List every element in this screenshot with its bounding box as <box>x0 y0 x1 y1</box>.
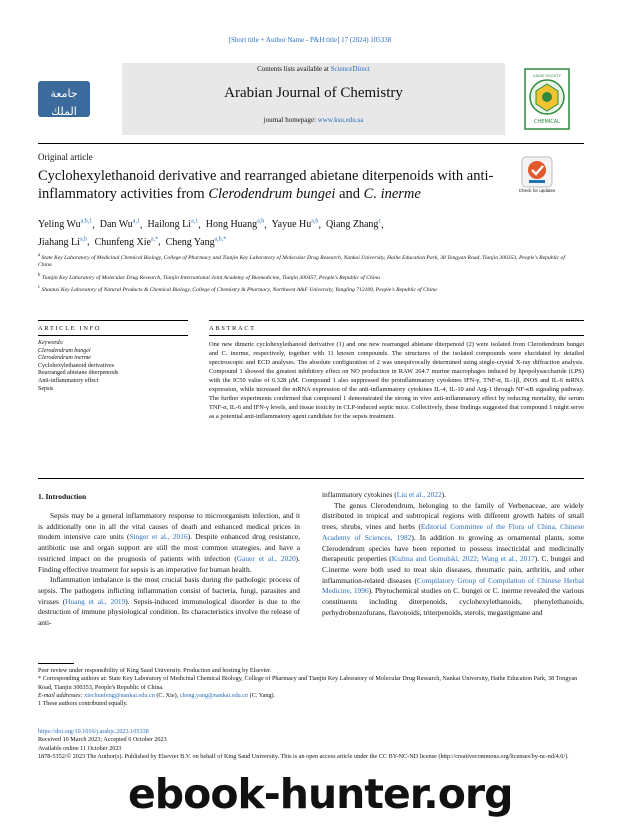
footnotes <box>38 667 584 708</box>
check-updates-label[interactable]: Check for updates <box>518 188 556 193</box>
sciencedirect-link[interactable]: ScienceDirect <box>330 65 370 73</box>
abstract-text: One new dimeric cyclohexylethanoid derivative (1) and one new rearranged abietane diterpenoid (2) were isolated from Clerodendrum bungei and C. inerme, respectively, together with 11 known compounds. The structures of the isolated compounds were elucidated by detailed spectroscopic and ECD analyses. The absolute configuration of 2 was unequivocally determined using single-crystal X-ray diffraction analysis. Compound 1 showed the greatest inhibitory effect on NO production in RAW 264.7 murine macrophages induced by lipopolysaccharide (LPS) with the IC50 value of 6.328 μM. Compound 1 also suppressed the proinflammatory cytokines IFN-γ, TNF-α, IL-1β, iNOS and IL-6 mRNA expression, while increased the mRNA expression of the anti-inflammatory cytokines IL-4, IL-10 and Arg-1 through NF-κB signaling pathway. The further experiments confirmed that compound 1 demonstrated the strong in vivo anti-inflammatory effect by reducing mortality, the serum TNF-α, IL-6 and IFN-γ levels, and tissue toxicity in CLP-induced septic mice. Collectively, these findings suggested that compound 1 might serve as a potential anti-inflammatory agent candidate for the sepsis treatment. <box>209 341 584 420</box>
license-text: 1878-5352/© 2023 The Author(s). Published by Elsevier B.V. on behalf of King Saud University. This is an open access article under the CC BY-NC-ND license (http://creativecommons.org/licenses/by-nc-nd/4.0/). <box>38 752 569 760</box>
citation-link[interactable]: Gauer et al., 2020 <box>236 553 296 563</box>
society-logo-icon <box>523 67 571 131</box>
available-date: Available online 11 October 2023 <box>38 744 122 752</box>
journal-banner <box>122 63 505 135</box>
check-for-updates-icon[interactable] <box>520 155 554 189</box>
keyword: Cyclohexylethanoid derivatives <box>38 362 115 369</box>
article-info-heading: ARTICLE INFO <box>38 325 102 332</box>
keywords-title: Keywords: <box>38 340 64 346</box>
paragraph: The genus Clerodendrum, belonging to the family of Verbenaceae, are widely distributed in tropical and subtropical regions with different growth habits of small trees, shrubs, vines and herbs (Editorial Committee of the Flora of China, Chinese Academy of Sciences, 1982). In addition to growing as ornamental plants, some Clerodendrum species have been reported to possess insecticidal and medicinally therapeutic properties (Kuźma and Gomulski, 2022; Wang et al., 2017). C. bungei and C.inerme were both used to treat skin diseases, rheumatic pain, arthritis, and other inflammation-related diseases (Compilatory Group of Compilation of Chinese Herbal Medicine, 1996). Phytochemical studies on C. bungei or C. inerme revealed the various constituents including diterpenoids, cyclohexylethanoids, phenylethanoids, perhydrobenzofurans, flavonoids, triterpenoids, sterols, megastigmane and <box>322 500 585 617</box>
affiliations <box>38 252 568 297</box>
abstract-heading: ABSTRACT <box>209 325 256 332</box>
watermark: ebook-hunter.org <box>128 770 513 818</box>
society-logo-label: CHEMICAL <box>534 119 560 125</box>
header-divider <box>38 143 584 144</box>
affiliation: $^b$ Tianjin Key Laboratory of Molecular Drug Research, Tianjin International Joint Academy of Biomedicine, Tianjin 300457, People's Republic of China <box>38 272 380 281</box>
abstract-rule-2 <box>209 335 584 336</box>
logo-arabic-text: جامعة الملك سعود <box>50 87 78 136</box>
paragraph: Inflammation imbalance is the most crucial basis during the pathologic process of sepsis. The pathogens inflicting inflammation consist of bacteria, fungi, parasites and viruses (Huang et al., 2019). Sepsis-induced immunological disorder is due to the destruction of immune physiological condition. Its characteristics involve the release of anti- <box>38 575 301 628</box>
citation-link[interactable]: Huang et al., 2019 <box>65 596 126 606</box>
author-list: Yeling Wu$^{a,b,1}$, Dan Wu$^{a,1}$, Hailong Li$^{a,1}$, Hong Huang$^{a,b}$, Yayue Hu$^{a,b}$, Qiang Zhang$^c$, Jiahang Li$^{a,b}$, Chunfeng Xie$^{a,*}$, Cheng Yang$^{a,b,*}$ <box>38 219 384 248</box>
citation-link[interactable]: Compilatory Group of Compilation of Chinese Herbal Medicine, 1996 <box>322 575 585 596</box>
affiliation: $^a$ State Key Laboratory of Medicinal Chemical Biology, College of Pharmacy and Tianjin Key Laboratory of Molecular Drug Research, Nankai University, Haihe Education Park, 38 Tongyan Road, Tianjin 300353, People's Republic of China <box>38 253 565 269</box>
keyword: Rearranged abietane diterpenoids <box>38 370 119 377</box>
citation-link[interactable]: Liu et al., 2022 <box>396 490 442 499</box>
email-link[interactable]: xiechunfeng@nankai.edu.cn <box>84 691 155 699</box>
keywords <box>38 340 188 393</box>
author[interactable]: Hong Huang$^{a,b}$ <box>205 219 265 231</box>
author[interactable]: Yeling Wu$^{a,b,1}$ <box>38 219 93 231</box>
footnote-rule <box>38 663 74 664</box>
keyword: Sepsis <box>38 385 54 392</box>
article-info-rule-2 <box>38 335 188 336</box>
abstract-rule <box>209 320 584 321</box>
article-title: Cyclohexylethanoid derivative and rearranged abietane diterpenoids with anti-inflammatory activities from Clerodendrum bungei and C. inerme <box>38 168 494 202</box>
author[interactable]: Qiang Zhang$^c$ <box>325 219 382 231</box>
keyword: Anti-inflammatory effect <box>38 377 99 384</box>
received-date: Received 10 March 2023; Accepted 6 October 2023 <box>38 736 167 744</box>
abstract-end-rule <box>38 478 584 479</box>
citation-link[interactable]: Singer et al., 2016 <box>129 532 188 542</box>
intro-heading: 1. Introduction <box>38 492 87 501</box>
author[interactable]: Cheng Yang$^{a,b,*}$ <box>165 236 227 248</box>
homepage-line: journal homepage: www.ksu.edu.sa <box>263 116 364 124</box>
citation-link[interactable]: Editorial Committee of the Flora of China, Chinese Academy of Sciences, 1982 <box>322 522 584 542</box>
intro-right-column <box>322 490 584 618</box>
author[interactable]: Hailong Li$^{a,1}$ <box>147 219 199 231</box>
author[interactable]: Dan Wu$^{a,1}$ <box>99 219 140 231</box>
logo-english-text: King Saud University <box>43 139 85 144</box>
university-logo <box>38 81 90 144</box>
keyword: Clerodendrum inerme <box>38 355 91 362</box>
author[interactable]: Yayue Hu$^{a,b}$ <box>271 219 319 231</box>
society-logo-sub: SAUDI SOCIETY <box>533 74 561 78</box>
peer-review-note: Peer review under responsibility of King Saud University. Production and hosting by Elsevier. <box>38 667 272 674</box>
paragraph: Sepsis may be a general inflammatory response to microorganism infection, and it is additionally one in all the vital causes of death and enhanced medical prices in modern intensive care units (Singer et al., 2016). Despite enhanced drug resistance, antibiotic use and organ support are still the most common strategies, and have a restricted impact on the prognosis of patients with infection (Gauer et al., 2020). Finding effective treatment for sepsis is an imperative for human health. <box>38 511 301 574</box>
author[interactable]: Jiahang Li$^{a,b}$ <box>38 236 88 248</box>
paragraph: inflammatory cytokines (Liu et al., 2022). <box>322 490 446 499</box>
equal-contribution-note: 1 These authors contributed equally. <box>38 700 128 708</box>
citation-link[interactable]: Kuźma and Gomulski, 2022; Wang et al., 2017 <box>391 554 535 564</box>
contents-line: Contents lists available at ScienceDirect <box>257 65 370 73</box>
article-type: Original article <box>38 152 93 162</box>
article-info-rule <box>38 320 188 321</box>
corresponding-note: * Corresponding authors at: State Key Laboratory of Medicinal Chemical Biology, College of Pharmacy and Tianjin Key Laboratory of Molecular Drug Research, Nankai University, Haihe Education Park, 38 Tongyan Road, Tianjin 300353, People's Republic of China. <box>38 675 578 691</box>
doi-link[interactable]: https://doi.org/10.1016/j.arabjc.2023.105338 <box>38 728 149 735</box>
journal-header <box>38 63 584 144</box>
keyword: Clerodendrum bungei <box>38 347 91 354</box>
publication-info <box>38 728 584 761</box>
affiliation: $^c$ Shaanxi Key Laboratory of Natural Products & Chemical Biology, College of Chemistry & Pharmacy, Northwest A&F University, Yangling 712100, People's Republic of China <box>38 285 437 294</box>
email-link[interactable]: cheng.yang@nankai.edu.cn <box>179 691 249 699</box>
journal-title: Arabian Journal of Chemistry <box>224 85 403 101</box>
email-note: E-mail addresses: xiechunfeng@nankai.edu.cn (C. Xie), cheng.yang@nankai.edu.cn (C. Yang). <box>38 691 276 699</box>
author[interactable]: Chunfeng Xie$^{a,*}$ <box>94 236 159 248</box>
intro-left-column <box>38 511 300 629</box>
running-header[interactable]: [Short title + Author Name - P&H title] 17 (2024) 105338 <box>228 36 392 44</box>
homepage-link[interactable]: www.ksu.edu.sa <box>317 116 364 124</box>
